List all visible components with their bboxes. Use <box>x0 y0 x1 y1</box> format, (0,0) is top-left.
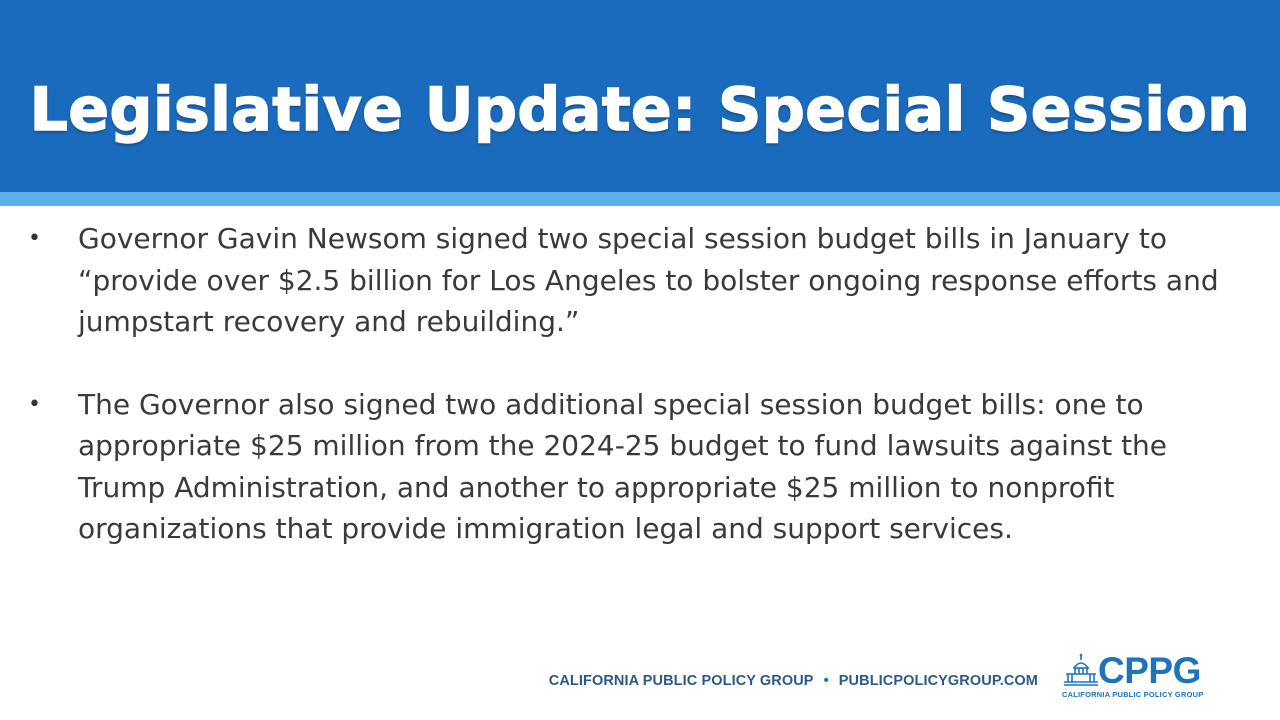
bullet-marker: • <box>28 226 41 251</box>
bullet-text: The Governor also signed two additional special session budget bills: one to appropriate $25 million from the 2024-25 budget to fund lawsuits against the Trump Administration, and another to appropriate $25 million to nonprofit organizations that provide immigration legal and support services. <box>78 387 1168 545</box>
logo-tagline: CALIFORNIA PUBLIC POLICY GROUP <box>1062 690 1204 699</box>
bullet-list <box>28 218 1258 550</box>
bullet-item <box>28 218 1258 343</box>
bullet-item <box>28 384 1258 550</box>
bullet-text: Governor Gavin Newsom signed two special session budget bills in January to “provide over $2.5 billion for Los Angeles to bolster ongoing response efforts and jumpstart recovery and rebuilding.” <box>78 222 1219 338</box>
cppg-logo <box>1062 650 1204 702</box>
bullet-marker: • <box>28 391 41 417</box>
logo-letters: CPPG <box>1098 650 1201 691</box>
footer <box>549 673 1038 689</box>
footer-website[interactable]: PUBLICPOLICYGROUP.COM <box>838 673 1038 689</box>
header-band <box>0 0 1280 192</box>
capitol-dome-icon <box>1062 652 1100 690</box>
footer-separator: • <box>823 673 829 689</box>
slide-title: Legislative Update: Special Session <box>29 75 1251 145</box>
header-accent-stripe <box>0 192 1280 206</box>
footer-org-name: CALIFORNIA PUBLIC POLICY GROUP <box>548 673 814 689</box>
